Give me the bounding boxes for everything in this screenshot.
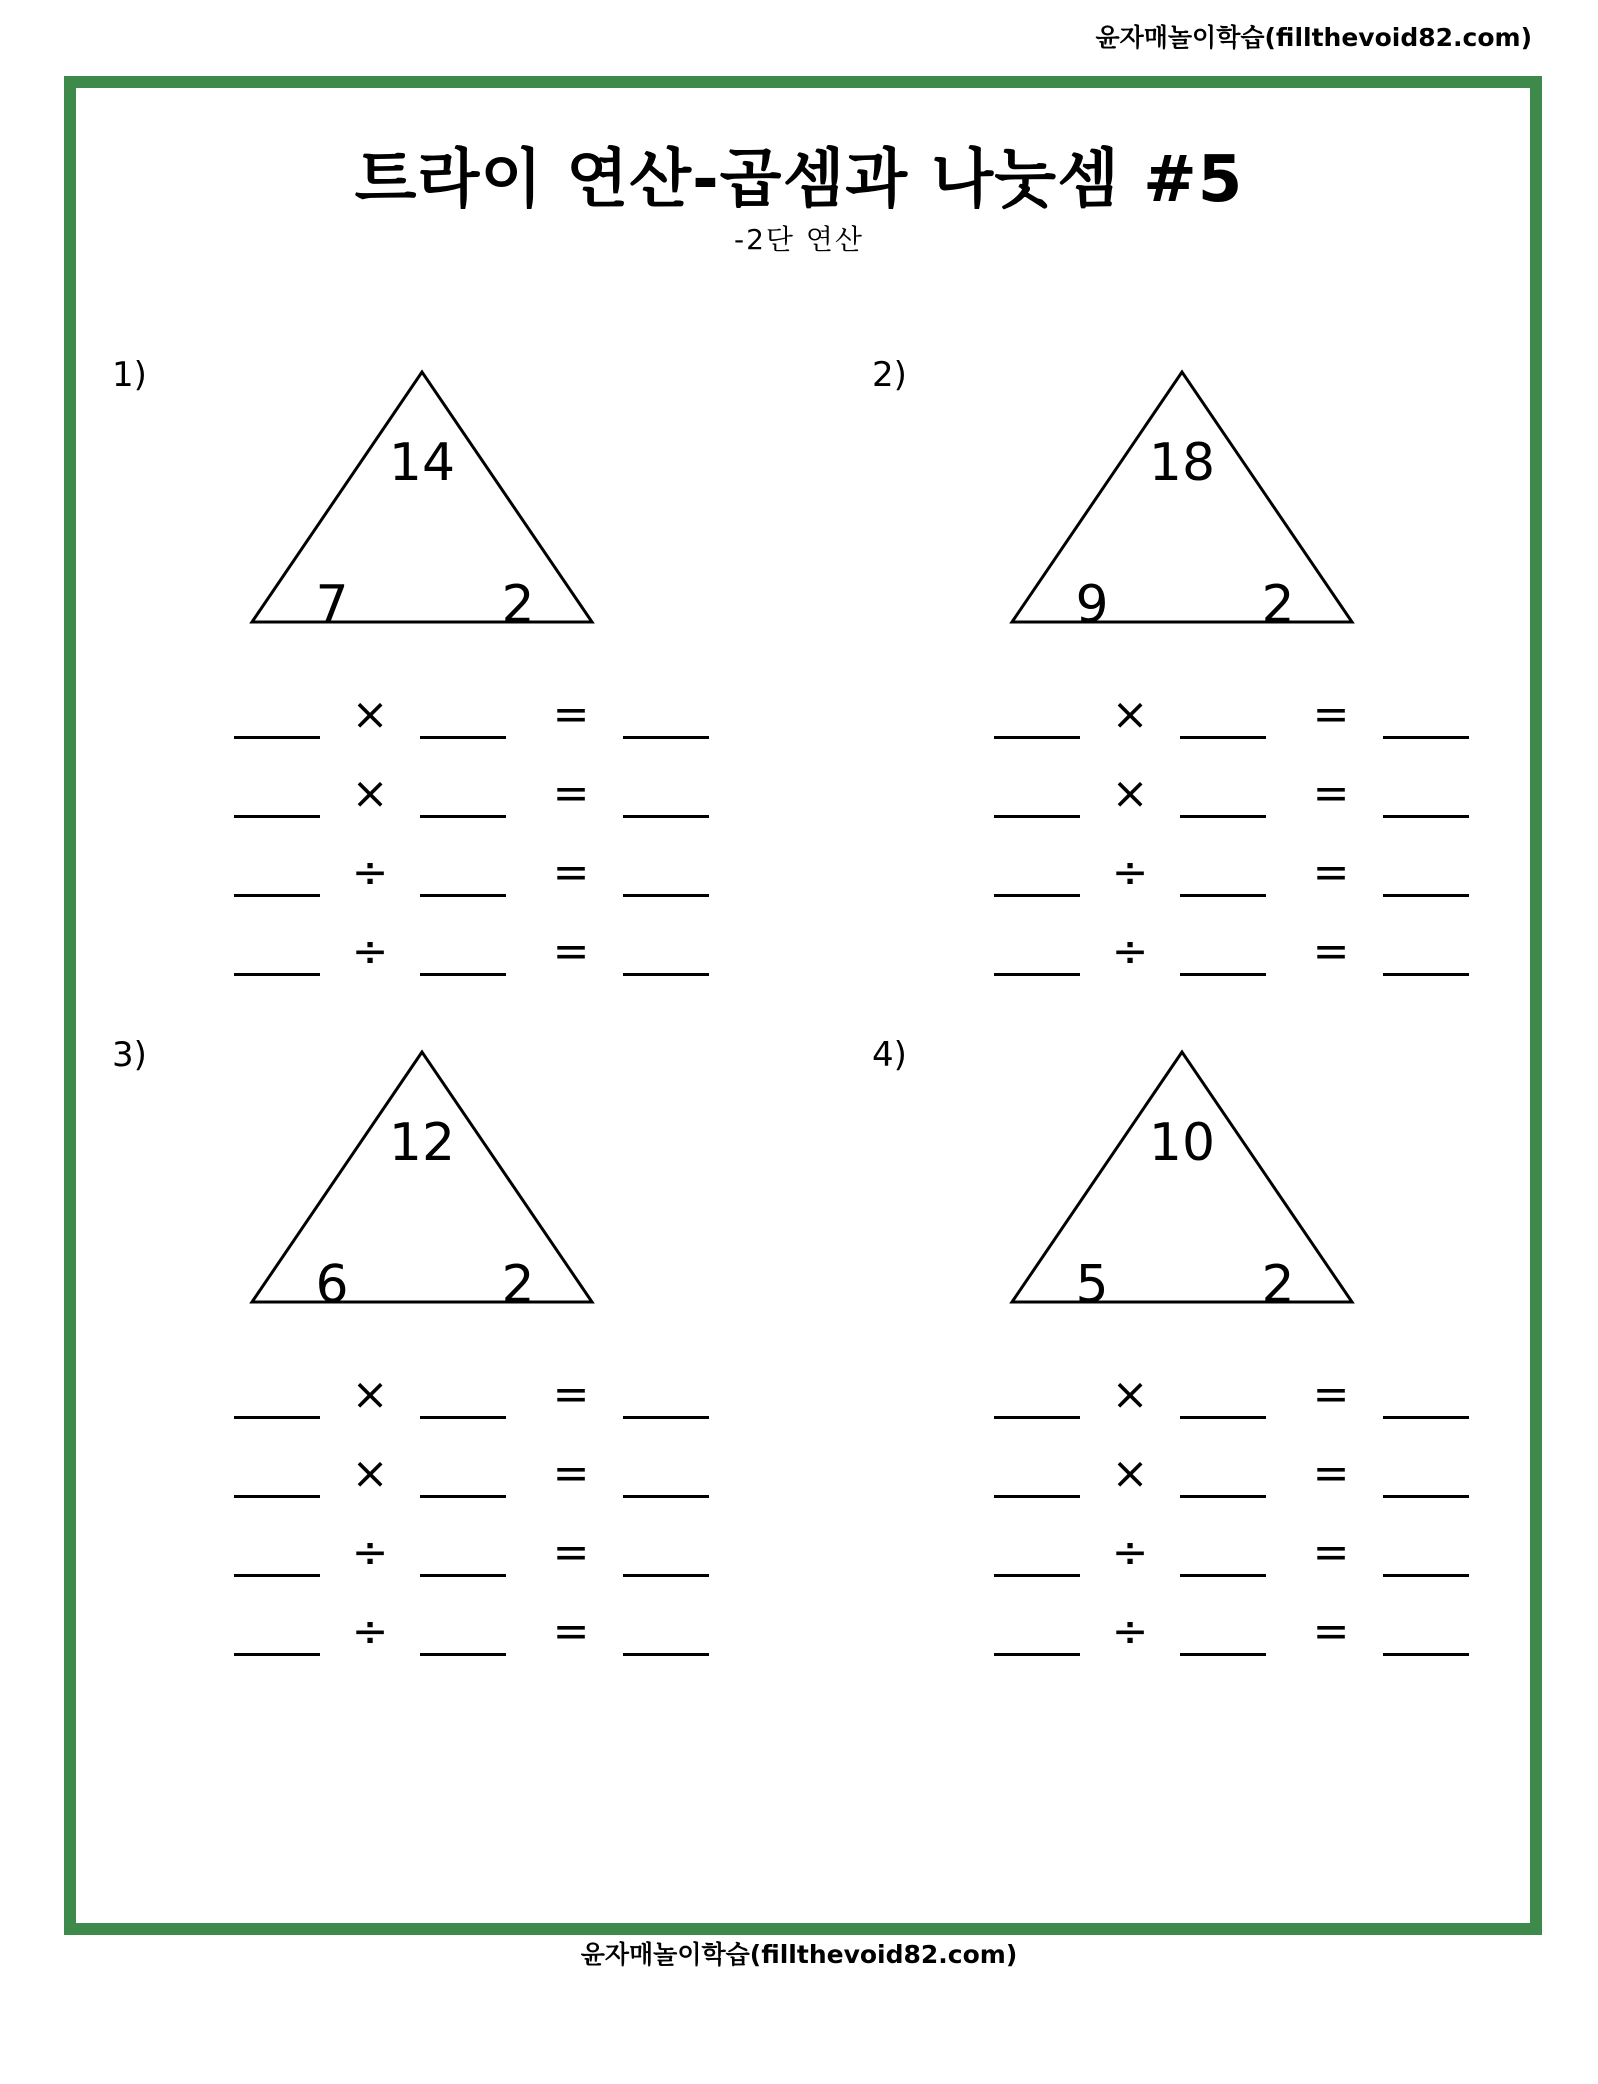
- answer-blank[interactable]: [234, 736, 320, 739]
- answer-blank[interactable]: [994, 1495, 1080, 1498]
- answer-blank[interactable]: [1180, 894, 1266, 897]
- equation-row: [994, 1604, 1474, 1664]
- answer-blank[interactable]: [1383, 1416, 1469, 1419]
- answer-blank[interactable]: [1180, 1416, 1266, 1419]
- equals-sign: =: [1312, 1448, 1350, 1499]
- equation-row: [234, 1367, 714, 1427]
- answer-blank[interactable]: [1383, 1495, 1469, 1498]
- equation-row: [994, 1367, 1474, 1427]
- answer-blank[interactable]: [1383, 1653, 1469, 1656]
- answer-blank[interactable]: [1383, 815, 1469, 818]
- answer-blank[interactable]: [234, 973, 320, 976]
- worksheet-title: 트라이 연산-곱셈과 나눗셈 #5: [354, 143, 1244, 217]
- equation-row: [234, 766, 714, 826]
- problem-number: 3): [112, 1035, 147, 1075]
- equation-row: [994, 924, 1474, 984]
- equals-sign: =: [552, 768, 590, 819]
- answer-blank[interactable]: [420, 736, 506, 739]
- answer-blank[interactable]: [1180, 1495, 1266, 1498]
- equals-sign: =: [1312, 926, 1350, 977]
- operator: ×: [351, 1369, 389, 1420]
- equals-sign: =: [1312, 847, 1350, 898]
- triangle-top-number: 12: [388, 1113, 456, 1173]
- answer-blank[interactable]: [994, 815, 1080, 818]
- answer-blank[interactable]: [420, 973, 506, 976]
- operator: ×: [351, 1448, 389, 1499]
- answer-blank[interactable]: [623, 1574, 709, 1577]
- problem-number: 1): [112, 355, 147, 395]
- answer-blank[interactable]: [1180, 973, 1266, 976]
- answer-blank[interactable]: [623, 1416, 709, 1419]
- equals-sign: =: [1312, 768, 1350, 819]
- triangle-left-number: 6: [315, 1255, 349, 1315]
- answer-blank[interactable]: [623, 1495, 709, 1498]
- equals-sign: =: [552, 1448, 590, 1499]
- answer-blank[interactable]: [994, 1416, 1080, 1419]
- triangle-top-number: 14: [388, 433, 456, 493]
- operator: ÷: [1111, 926, 1149, 977]
- operator: ×: [1111, 689, 1149, 740]
- answer-blank[interactable]: [1180, 1653, 1266, 1656]
- problem-3: [112, 1035, 832, 1675]
- equals-sign: =: [1312, 1527, 1350, 1578]
- answer-blank[interactable]: [234, 1574, 320, 1577]
- answer-blank[interactable]: [1383, 973, 1469, 976]
- triangle-left-number: 5: [1075, 1255, 1109, 1315]
- triangle-left-number: 7: [315, 575, 349, 635]
- equation-row: [234, 1446, 714, 1506]
- answer-blank[interactable]: [994, 736, 1080, 739]
- equals-sign: =: [552, 1606, 590, 1657]
- equation-row: [234, 924, 714, 984]
- answer-blank[interactable]: [623, 1653, 709, 1656]
- equals-sign: =: [552, 1527, 590, 1578]
- answer-blank[interactable]: [420, 1495, 506, 1498]
- operator: ×: [1111, 768, 1149, 819]
- equation-row: [994, 1446, 1474, 1506]
- answer-blank[interactable]: [994, 973, 1080, 976]
- problem-2: [872, 355, 1592, 995]
- answer-blank[interactable]: [234, 815, 320, 818]
- equals-sign: =: [552, 1369, 590, 1420]
- operator: ÷: [1111, 847, 1149, 898]
- answer-blank[interactable]: [234, 1495, 320, 1498]
- equation-row: [994, 766, 1474, 826]
- answer-blank[interactable]: [994, 1653, 1080, 1656]
- equals-sign: =: [1312, 1606, 1350, 1657]
- answer-blank[interactable]: [420, 1653, 506, 1656]
- answer-blank[interactable]: [234, 1416, 320, 1419]
- equation-row: [234, 687, 714, 747]
- equals-sign: =: [552, 926, 590, 977]
- equals-sign: =: [552, 847, 590, 898]
- triangle-right-number: 2: [1261, 1255, 1295, 1315]
- operator: ÷: [351, 1527, 389, 1578]
- operator: ÷: [1111, 1527, 1149, 1578]
- problem-4: [872, 1035, 1592, 1675]
- answer-blank[interactable]: [623, 736, 709, 739]
- equation-row: [994, 1525, 1474, 1585]
- equation-row: [994, 845, 1474, 905]
- operator: ×: [351, 689, 389, 740]
- answer-blank[interactable]: [1383, 736, 1469, 739]
- equation-row: [234, 845, 714, 905]
- operator: ÷: [1111, 1606, 1149, 1657]
- answer-blank[interactable]: [1180, 815, 1266, 818]
- answer-blank[interactable]: [420, 1416, 506, 1419]
- equals-sign: =: [1312, 1369, 1350, 1420]
- site-credit-top: 윤자매놀이학습(fillthevoid82.com): [1095, 23, 1532, 52]
- answer-blank[interactable]: [623, 894, 709, 897]
- problem-number: 4): [872, 1035, 907, 1075]
- problem-1: [112, 355, 832, 995]
- worksheet-subtitle: -2단 연산: [734, 223, 864, 256]
- triangle-right-number: 2: [1261, 575, 1295, 635]
- answer-blank[interactable]: [420, 894, 506, 897]
- answer-blank[interactable]: [994, 894, 1080, 897]
- operator: ÷: [351, 847, 389, 898]
- equals-sign: =: [1312, 689, 1350, 740]
- answer-blank[interactable]: [1180, 736, 1266, 739]
- answer-blank[interactable]: [420, 815, 506, 818]
- equation-row: [994, 687, 1474, 747]
- operator: ÷: [351, 1606, 389, 1657]
- operator: ×: [1111, 1369, 1149, 1420]
- triangle-left-number: 9: [1075, 575, 1109, 635]
- triangle-top-number: 10: [1148, 1113, 1216, 1173]
- operator: ×: [1111, 1448, 1149, 1499]
- answer-blank[interactable]: [420, 1574, 506, 1577]
- answer-blank[interactable]: [623, 973, 709, 976]
- answer-blank[interactable]: [1383, 1574, 1469, 1577]
- triangle-right-number: 2: [501, 1255, 535, 1315]
- equals-sign: =: [552, 689, 590, 740]
- answer-blank[interactable]: [234, 894, 320, 897]
- operator: ÷: [351, 926, 389, 977]
- equation-row: [234, 1525, 714, 1585]
- operator: ×: [351, 768, 389, 819]
- answer-blank[interactable]: [1383, 894, 1469, 897]
- answer-blank[interactable]: [234, 1653, 320, 1656]
- triangle-right-number: 2: [501, 575, 535, 635]
- triangle-top-number: 18: [1148, 433, 1216, 493]
- problem-number: 2): [872, 355, 907, 395]
- answer-blank[interactable]: [623, 815, 709, 818]
- equation-row: [234, 1604, 714, 1664]
- answer-blank[interactable]: [1180, 1574, 1266, 1577]
- answer-blank[interactable]: [994, 1574, 1080, 1577]
- site-credit-bottom: 윤자매놀이학습(fillthevoid82.com): [580, 1940, 1018, 1969]
